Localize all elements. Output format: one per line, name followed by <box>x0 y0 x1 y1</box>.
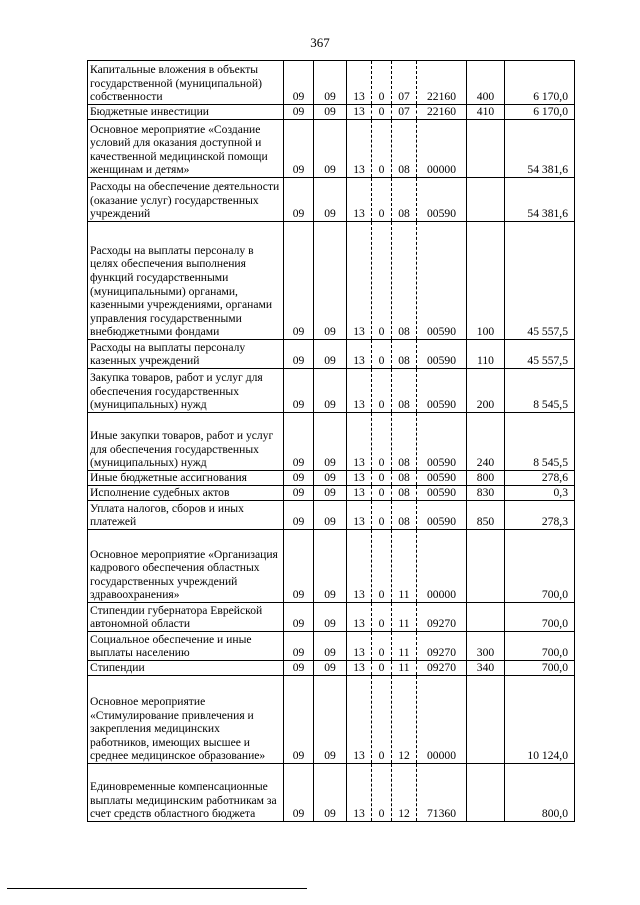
code-cell-1: 09 <box>284 676 314 764</box>
code-cell-2: 09 <box>314 413 347 471</box>
code-cell-7 <box>467 603 505 632</box>
amount-cell: 54 381,6 <box>505 120 575 178</box>
code-cell-2: 09 <box>314 340 347 369</box>
code-cell-1: 09 <box>284 61 314 105</box>
code-cell-3: 13 <box>347 120 372 178</box>
row-name-cell: Исполнение судебных актов <box>88 486 284 501</box>
table-row <box>88 632 575 661</box>
amount-cell: 0,3 <box>505 486 575 501</box>
code-cell-7 <box>467 120 505 178</box>
code-cell-7: 410 <box>467 105 505 120</box>
row-name-cell: Капитальные вложения в объекты государственной (муниципальной) собственности <box>88 61 284 105</box>
code-cell-2: 09 <box>314 486 347 501</box>
code-cell-5: 08 <box>392 178 417 222</box>
code-cell-6: 00000 <box>417 120 467 178</box>
code-cell-1: 09 <box>284 603 314 632</box>
row-name-cell: Основное мероприятие «Организация кадрового обеспечения областных государственных учреждений здравоохранения» <box>88 530 284 603</box>
code-cell-7: 110 <box>467 340 505 369</box>
footer-rule <box>7 888 307 889</box>
code-cell-4: 0 <box>372 120 392 178</box>
code-cell-3: 13 <box>347 471 372 486</box>
code-cell-5: 11 <box>392 661 417 676</box>
code-cell-4: 0 <box>372 413 392 471</box>
code-cell-6: 22160 <box>417 61 467 105</box>
code-cell-7 <box>467 676 505 764</box>
row-name-cell: Стипендии губернатора Еврейской автономной области <box>88 603 284 632</box>
code-cell-2: 09 <box>314 120 347 178</box>
code-cell-1: 09 <box>284 340 314 369</box>
row-name-cell: Социальное обеспечение и иные выплаты населению <box>88 632 284 661</box>
code-cell-3: 13 <box>347 676 372 764</box>
table-row <box>88 501 575 530</box>
code-cell-2: 09 <box>314 530 347 603</box>
code-cell-3: 13 <box>347 340 372 369</box>
table-row <box>88 369 575 413</box>
amount-cell: 700,0 <box>505 632 575 661</box>
code-cell-7: 200 <box>467 369 505 413</box>
code-cell-1: 09 <box>284 222 314 340</box>
code-cell-4: 0 <box>372 764 392 822</box>
code-cell-5: 11 <box>392 632 417 661</box>
code-cell-5: 12 <box>392 764 417 822</box>
table-row <box>88 486 575 501</box>
code-cell-2: 09 <box>314 105 347 120</box>
table-row <box>88 764 575 822</box>
amount-cell: 6 170,0 <box>505 105 575 120</box>
code-cell-6: 00590 <box>417 413 467 471</box>
code-cell-7: 340 <box>467 661 505 676</box>
code-cell-3: 13 <box>347 413 372 471</box>
amount-cell: 278,3 <box>505 501 575 530</box>
page-number: 367 <box>310 35 330 50</box>
code-cell-1: 09 <box>284 530 314 603</box>
row-name-cell: Закупка товаров, работ и услуг для обеспечения государственных (муниципальных) нужд <box>88 369 284 413</box>
code-cell-5: 07 <box>392 105 417 120</box>
code-cell-7: 400 <box>467 61 505 105</box>
code-cell-5: 08 <box>392 340 417 369</box>
table-row <box>88 530 575 603</box>
code-cell-3: 13 <box>347 632 372 661</box>
code-cell-3: 13 <box>347 178 372 222</box>
code-cell-1: 09 <box>284 178 314 222</box>
code-cell-3: 13 <box>347 369 372 413</box>
code-cell-1: 09 <box>284 120 314 178</box>
code-cell-6: 09270 <box>417 603 467 632</box>
table-row <box>88 340 575 369</box>
code-cell-1: 09 <box>284 501 314 530</box>
table-row <box>88 105 575 120</box>
code-cell-5: 08 <box>392 471 417 486</box>
code-cell-5: 08 <box>392 222 417 340</box>
code-cell-6: 71360 <box>417 764 467 822</box>
budget-table <box>87 60 575 822</box>
table-row <box>88 676 575 764</box>
code-cell-7: 100 <box>467 222 505 340</box>
code-cell-6: 00590 <box>417 222 467 340</box>
code-cell-4: 0 <box>372 603 392 632</box>
code-cell-6: 09270 <box>417 632 467 661</box>
code-cell-1: 09 <box>284 471 314 486</box>
code-cell-4: 0 <box>372 178 392 222</box>
code-cell-5: 08 <box>392 486 417 501</box>
table-row <box>88 61 575 105</box>
code-cell-5: 12 <box>392 676 417 764</box>
row-name-cell: Бюджетные инвестиции <box>88 105 284 120</box>
amount-cell: 700,0 <box>505 661 575 676</box>
code-cell-4: 0 <box>372 369 392 413</box>
code-cell-1: 09 <box>284 764 314 822</box>
code-cell-1: 09 <box>284 632 314 661</box>
code-cell-5: 07 <box>392 61 417 105</box>
code-cell-7: 300 <box>467 632 505 661</box>
code-cell-7: 830 <box>467 486 505 501</box>
amount-cell: 800,0 <box>505 764 575 822</box>
amount-cell: 700,0 <box>505 603 575 632</box>
code-cell-6: 22160 <box>417 105 467 120</box>
code-cell-2: 09 <box>314 764 347 822</box>
code-cell-6: 00590 <box>417 340 467 369</box>
table-row <box>88 471 575 486</box>
code-cell-6: 00000 <box>417 676 467 764</box>
table-row <box>88 222 575 340</box>
code-cell-5: 11 <box>392 603 417 632</box>
code-cell-7: 240 <box>467 413 505 471</box>
row-name-cell: Расходы на выплаты персоналу казенных учреждений <box>88 340 284 369</box>
code-cell-7: 800 <box>467 471 505 486</box>
amount-cell: 8 545,5 <box>505 413 575 471</box>
table-row <box>88 178 575 222</box>
row-name-cell: Иные бюджетные ассигнования <box>88 471 284 486</box>
code-cell-3: 13 <box>347 661 372 676</box>
code-cell-6: 09270 <box>417 661 467 676</box>
code-cell-1: 09 <box>284 661 314 676</box>
row-name-cell: Единовременные компенсационные выплаты медицинским работникам за счет средств областного бюджета <box>88 764 284 822</box>
code-cell-4: 0 <box>372 530 392 603</box>
code-cell-2: 09 <box>314 501 347 530</box>
code-cell-6: 00590 <box>417 178 467 222</box>
amount-cell: 700,0 <box>505 530 575 603</box>
code-cell-5: 08 <box>392 369 417 413</box>
code-cell-5: 08 <box>392 413 417 471</box>
code-cell-2: 09 <box>314 603 347 632</box>
code-cell-7 <box>467 178 505 222</box>
code-cell-2: 09 <box>314 471 347 486</box>
amount-cell: 45 557,5 <box>505 340 575 369</box>
code-cell-7 <box>467 530 505 603</box>
table-row <box>88 661 575 676</box>
code-cell-3: 13 <box>347 530 372 603</box>
amount-cell: 6 170,0 <box>505 61 575 105</box>
table-row <box>88 120 575 178</box>
row-name-cell: Расходы на выплаты персоналу в целях обеспечения выполнения функций государственными (муниципальными) органами, казенными учреждениями, органами управления государственными внебюджетными фондами <box>88 222 284 340</box>
code-cell-3: 13 <box>347 486 372 501</box>
code-cell-3: 13 <box>347 105 372 120</box>
code-cell-4: 0 <box>372 105 392 120</box>
code-cell-2: 09 <box>314 222 347 340</box>
amount-cell: 10 124,0 <box>505 676 575 764</box>
code-cell-2: 09 <box>314 61 347 105</box>
code-cell-3: 13 <box>347 764 372 822</box>
code-cell-4: 0 <box>372 501 392 530</box>
code-cell-2: 09 <box>314 632 347 661</box>
code-cell-6: 00590 <box>417 486 467 501</box>
table-row <box>88 413 575 471</box>
code-cell-4: 0 <box>372 661 392 676</box>
code-cell-3: 13 <box>347 501 372 530</box>
code-cell-6: 00590 <box>417 501 467 530</box>
amount-cell: 278,6 <box>505 471 575 486</box>
code-cell-5: 08 <box>392 120 417 178</box>
amount-cell: 45 557,5 <box>505 222 575 340</box>
row-name-cell: Иные закупки товаров, работ и услуг для обеспечения государственных (муниципальных) нужд <box>88 413 284 471</box>
code-cell-2: 09 <box>314 676 347 764</box>
code-cell-7 <box>467 764 505 822</box>
code-cell-1: 09 <box>284 413 314 471</box>
code-cell-3: 13 <box>347 603 372 632</box>
code-cell-1: 09 <box>284 369 314 413</box>
code-cell-6: 00000 <box>417 530 467 603</box>
code-cell-1: 09 <box>284 486 314 501</box>
code-cell-6: 00590 <box>417 471 467 486</box>
row-name-cell: Основное мероприятие «Стимулирование привлечения и закрепления медицинских работников, имеющих высшее и среднее медицинское образование» <box>88 676 284 764</box>
code-cell-6: 00590 <box>417 369 467 413</box>
code-cell-7: 850 <box>467 501 505 530</box>
code-cell-3: 13 <box>347 61 372 105</box>
code-cell-2: 09 <box>314 178 347 222</box>
code-cell-4: 0 <box>372 676 392 764</box>
code-cell-4: 0 <box>372 340 392 369</box>
code-cell-4: 0 <box>372 222 392 340</box>
code-cell-4: 0 <box>372 471 392 486</box>
row-name-cell: Основное мероприятие «Создание условий для оказания доступной и качественной медицинской помощи женщинам и детям» <box>88 120 284 178</box>
code-cell-2: 09 <box>314 661 347 676</box>
amount-cell: 54 381,6 <box>505 178 575 222</box>
amount-cell: 8 545,5 <box>505 369 575 413</box>
code-cell-5: 08 <box>392 501 417 530</box>
code-cell-1: 09 <box>284 105 314 120</box>
row-name-cell: Уплата налогов, сборов и иных платежей <box>88 501 284 530</box>
code-cell-3: 13 <box>347 222 372 340</box>
row-name-cell: Расходы на обеспечение деятельности (оказание услуг) государственных учреждений <box>88 178 284 222</box>
code-cell-4: 0 <box>372 61 392 105</box>
code-cell-5: 11 <box>392 530 417 603</box>
table-row <box>88 603 575 632</box>
row-name-cell: Стипендии <box>88 661 284 676</box>
code-cell-4: 0 <box>372 486 392 501</box>
code-cell-4: 0 <box>372 632 392 661</box>
code-cell-2: 09 <box>314 369 347 413</box>
